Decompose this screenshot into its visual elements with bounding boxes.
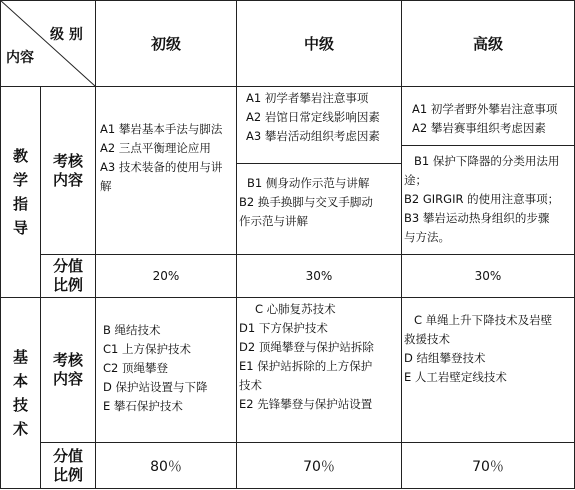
corner-level-label: 级 别 [50, 27, 83, 43]
teaching-assess-label: 考核 内容 [52, 151, 83, 189]
teaching-advanced-content-b: B1 保护下降器的分类用法用 途； B2 GIRGIR 的使用注意事项； B3 攀岩运动热身组织的步骤 与方法。 [404, 154, 560, 244]
col-header-intermediate: 中级 [303, 35, 334, 53]
section-teaching-label: 教 学 指 导 [12, 147, 28, 237]
table-border-bottom [0, 488, 575, 489]
basic-weight-label: 分值 比例 [52, 446, 83, 484]
teaching-weight-advanced: 30% [474, 269, 502, 283]
corner-content-label: 内容 [6, 50, 34, 66]
basic-weight-advanced: 70％ [472, 458, 504, 475]
section-basic-label: 基 本 技 术 [12, 348, 28, 438]
col-header-beginner: 初级 [150, 35, 181, 53]
teaching-beginner-content: A1 攀岩基本手法与脚法 A2 三点平衡理论应用 A3 技术装备的使用与讲 解 [100, 122, 223, 193]
teaching-weight-intermediate: 30% [305, 269, 333, 283]
basic-beginner-content: B 绳结技术 C1 上方保护技术 C2 顶绳攀登 D 保护站设置与下降 E 攀石保护技术 [103, 323, 208, 413]
teaching-intermediate-content-a: A1 初学者攀岩注意事项 A2 岩馆日常定线影响因素 A3 攀岩活动组织考虑因素 [246, 91, 380, 143]
teaching-weight-label: 分值 比例 [52, 257, 83, 294]
basic-assess-label: 考核 内容 [52, 351, 83, 388]
teaching-intermediate-content-b: B1 侧身动作示范与讲解 B2 换手换脚与交叉手脚动 作示范与讲解 [239, 176, 373, 228]
basic-intermediate-content: C 心肺复苏技术 D1 下方保护技术 D2 顶绳攀登与保护站拆除 E1 保护站拆除的上方保护 技术 E2 先锋攀登与保护站设置 [239, 302, 374, 411]
advanced-teaching-split [401, 145, 575, 146]
basic-weight-beginner: 80％ [150, 458, 182, 475]
teaching-advanced-content-a: A1 初学者野外攀岩注意事项 A2 攀岩赛事组织考虑因素 [412, 102, 558, 135]
teaching-weight-beginner: 20% [152, 269, 180, 283]
basic-weight-intermediate: 70％ [303, 458, 335, 475]
col-header-advanced: 高级 [472, 35, 503, 53]
intermediate-teaching-split [236, 163, 401, 164]
basic-advanced-content: C 单绳上升下降技术及岩壁 救援技术 D 结组攀登技术 E 人工岩壁定线技术 [404, 313, 553, 384]
